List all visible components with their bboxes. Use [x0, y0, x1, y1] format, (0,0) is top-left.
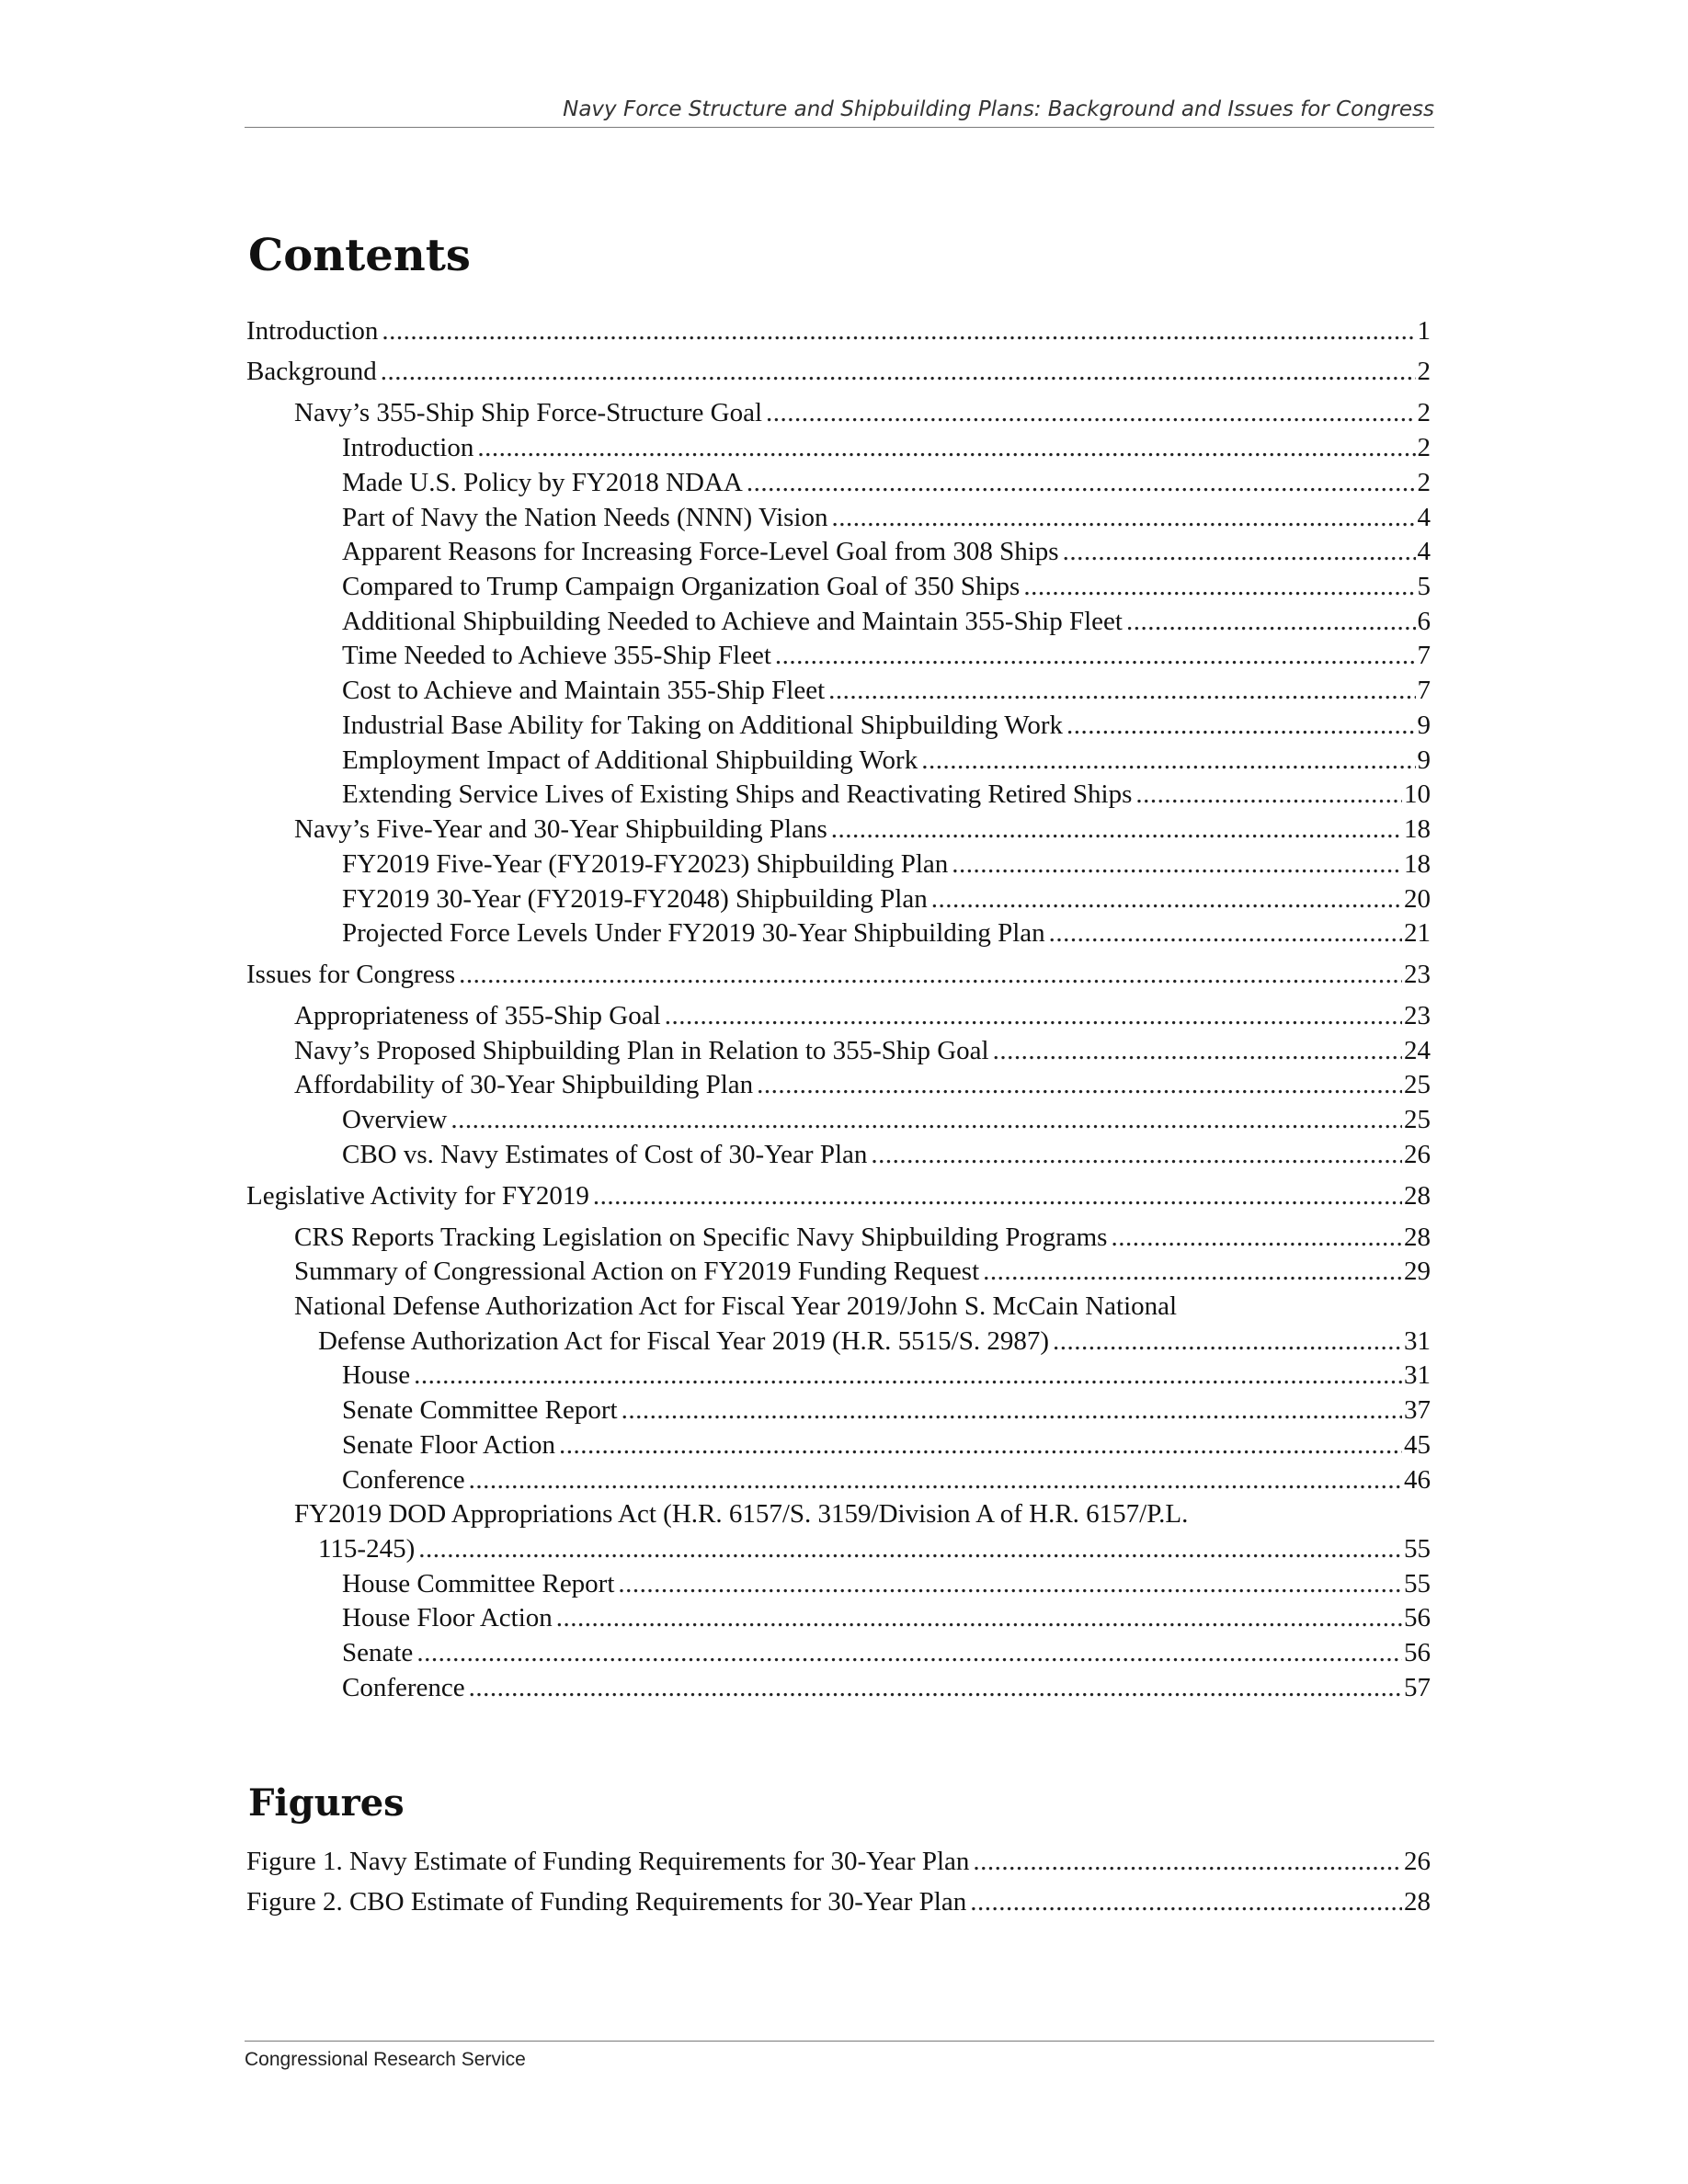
toc-entry[interactable]: FY2019 30-Year (FY2019-FY2048) Shipbuilding Plan ..... 20 [342, 882, 1431, 916]
toc-entry[interactable]: Legislative Activity for FY2019 ..... 28 [246, 1179, 1431, 1213]
toc-entry[interactable]: Summary of Congressional Action on FY2019 Funding Request ..... 29 [294, 1255, 1431, 1289]
toc-entry[interactable]: Appropriateness of 355-Ship Goal ..... 23 [294, 999, 1431, 1033]
toc-entry[interactable]: Cost to Achieve and Maintain 355-Ship Fleet ..... 7 [342, 674, 1431, 708]
toc-entry[interactable]: Navy’s 355-Ship Ship Force-Structure Goal ..... 2 [294, 396, 1431, 430]
toc-entry[interactable]: Senate ..... 56 [342, 1636, 1431, 1670]
figures-heading: Figures [248, 1781, 405, 1825]
toc-entry[interactable]: Part of Navy the Nation Needs (NNN) Vision ..... 4 [342, 501, 1431, 535]
toc-entry[interactable]: Defense Authorization Act for Fiscal Year 2019 (H.R. 5515/S. 2987) ..... 31 [318, 1325, 1431, 1359]
toc-entry[interactable]: Senate Committee Report ..... 37 [342, 1393, 1431, 1428]
toc-entry[interactable]: Industrial Base Ability for Taking on Additional Shipbuilding Work ..... 9 [342, 709, 1431, 743]
toc-entry[interactable]: Introduction ..... 2 [342, 431, 1431, 465]
figure-entry[interactable]: Figure 2. CBO Estimate of Funding Requirements for 30-Year Plan ..... 28 [246, 1885, 1431, 1919]
toc-entry[interactable]: 115-245) ..... 55 [318, 1532, 1431, 1566]
toc-entry[interactable]: Compared to Trump Campaign Organization Goal of 350 Ships ..... 5 [342, 570, 1431, 604]
toc-entry[interactable]: Navy’s Five-Year and 30-Year Shipbuilding Plans ..... 18 [294, 813, 1431, 847]
toc-entry[interactable]: Additional Shipbuilding Needed to Achieve and Maintain 355-Ship Fleet ..... 6 [342, 605, 1431, 639]
toc-entry[interactable]: House Committee Report ..... 55 [342, 1567, 1431, 1601]
toc-entry[interactable]: Extending Service Lives of Existing Ships and Reactivating Retired Ships ..... 10 [342, 778, 1431, 812]
page-footer: Congressional Research Service [245, 2041, 1434, 2071]
toc-entry[interactable]: Time Needed to Achieve 355-Ship Fleet ..... 7 [342, 639, 1431, 673]
toc-entry[interactable]: Issues for Congress ..... 23 [246, 958, 1431, 992]
toc-entry[interactable]: Affordability of 30-Year Shipbuilding Plan ..... 25 [294, 1068, 1431, 1102]
toc-entry[interactable]: Navy’s Proposed Shipbuilding Plan in Relation to 355-Ship Goal ..... 24 [294, 1034, 1431, 1068]
toc-entry[interactable]: Overview ..... 25 [342, 1103, 1431, 1137]
toc-entry[interactable]: Introduction ..... 1 [246, 314, 1431, 348]
toc-entry[interactable]: Employment Impact of Additional Shipbuilding Work ..... 9 [342, 744, 1431, 778]
toc-entry-line1[interactable]: National Defense Authorization Act for Fiscal Year 2019/John S. McCain National [294, 1291, 1178, 1321]
toc-entry[interactable]: Background ..... 2 [246, 355, 1431, 389]
toc-entry[interactable]: CRS Reports Tracking Legislation on Specific Navy Shipbuilding Programs ..... 28 [294, 1221, 1431, 1255]
toc-entry[interactable]: Made U.S. Policy by FY2018 NDAA ..... 2 [342, 466, 1431, 500]
toc-entry[interactable]: FY2019 Five-Year (FY2019-FY2023) Shipbuilding Plan ..... 18 [342, 847, 1431, 882]
toc-entry[interactable]: Projected Force Levels Under FY2019 30-Year Shipbuilding Plan ..... 21 [342, 916, 1431, 950]
figure-entry[interactable]: Figure 1. Navy Estimate of Funding Requirements for 30-Year Plan ..... 26 [246, 1845, 1431, 1879]
toc-entry[interactable]: Apparent Reasons for Increasing Force-Level Goal from 308 Ships ..... 4 [342, 535, 1431, 569]
toc-entry[interactable]: Conference ..... 57 [342, 1671, 1431, 1705]
toc-entry[interactable]: Conference ..... 46 [342, 1463, 1431, 1497]
toc-entry[interactable]: CBO vs. Navy Estimates of Cost of 30-Year Plan ..... 26 [342, 1138, 1431, 1172]
toc-entry[interactable]: House Floor Action ..... 56 [342, 1601, 1431, 1635]
running-header: Navy Force Structure and Shipbuilding Plans: Background and Issues for Congress [245, 96, 1434, 128]
toc-entry-line1[interactable]: FY2019 DOD Appropriations Act (H.R. 6157/S. 3159/Division A of H.R. 6157/P.L. [294, 1499, 1189, 1529]
toc-entry[interactable]: Senate Floor Action ..... 45 [342, 1428, 1431, 1462]
contents-heading: Contents [248, 230, 471, 281]
toc-entry[interactable]: House ..... 31 [342, 1359, 1431, 1393]
